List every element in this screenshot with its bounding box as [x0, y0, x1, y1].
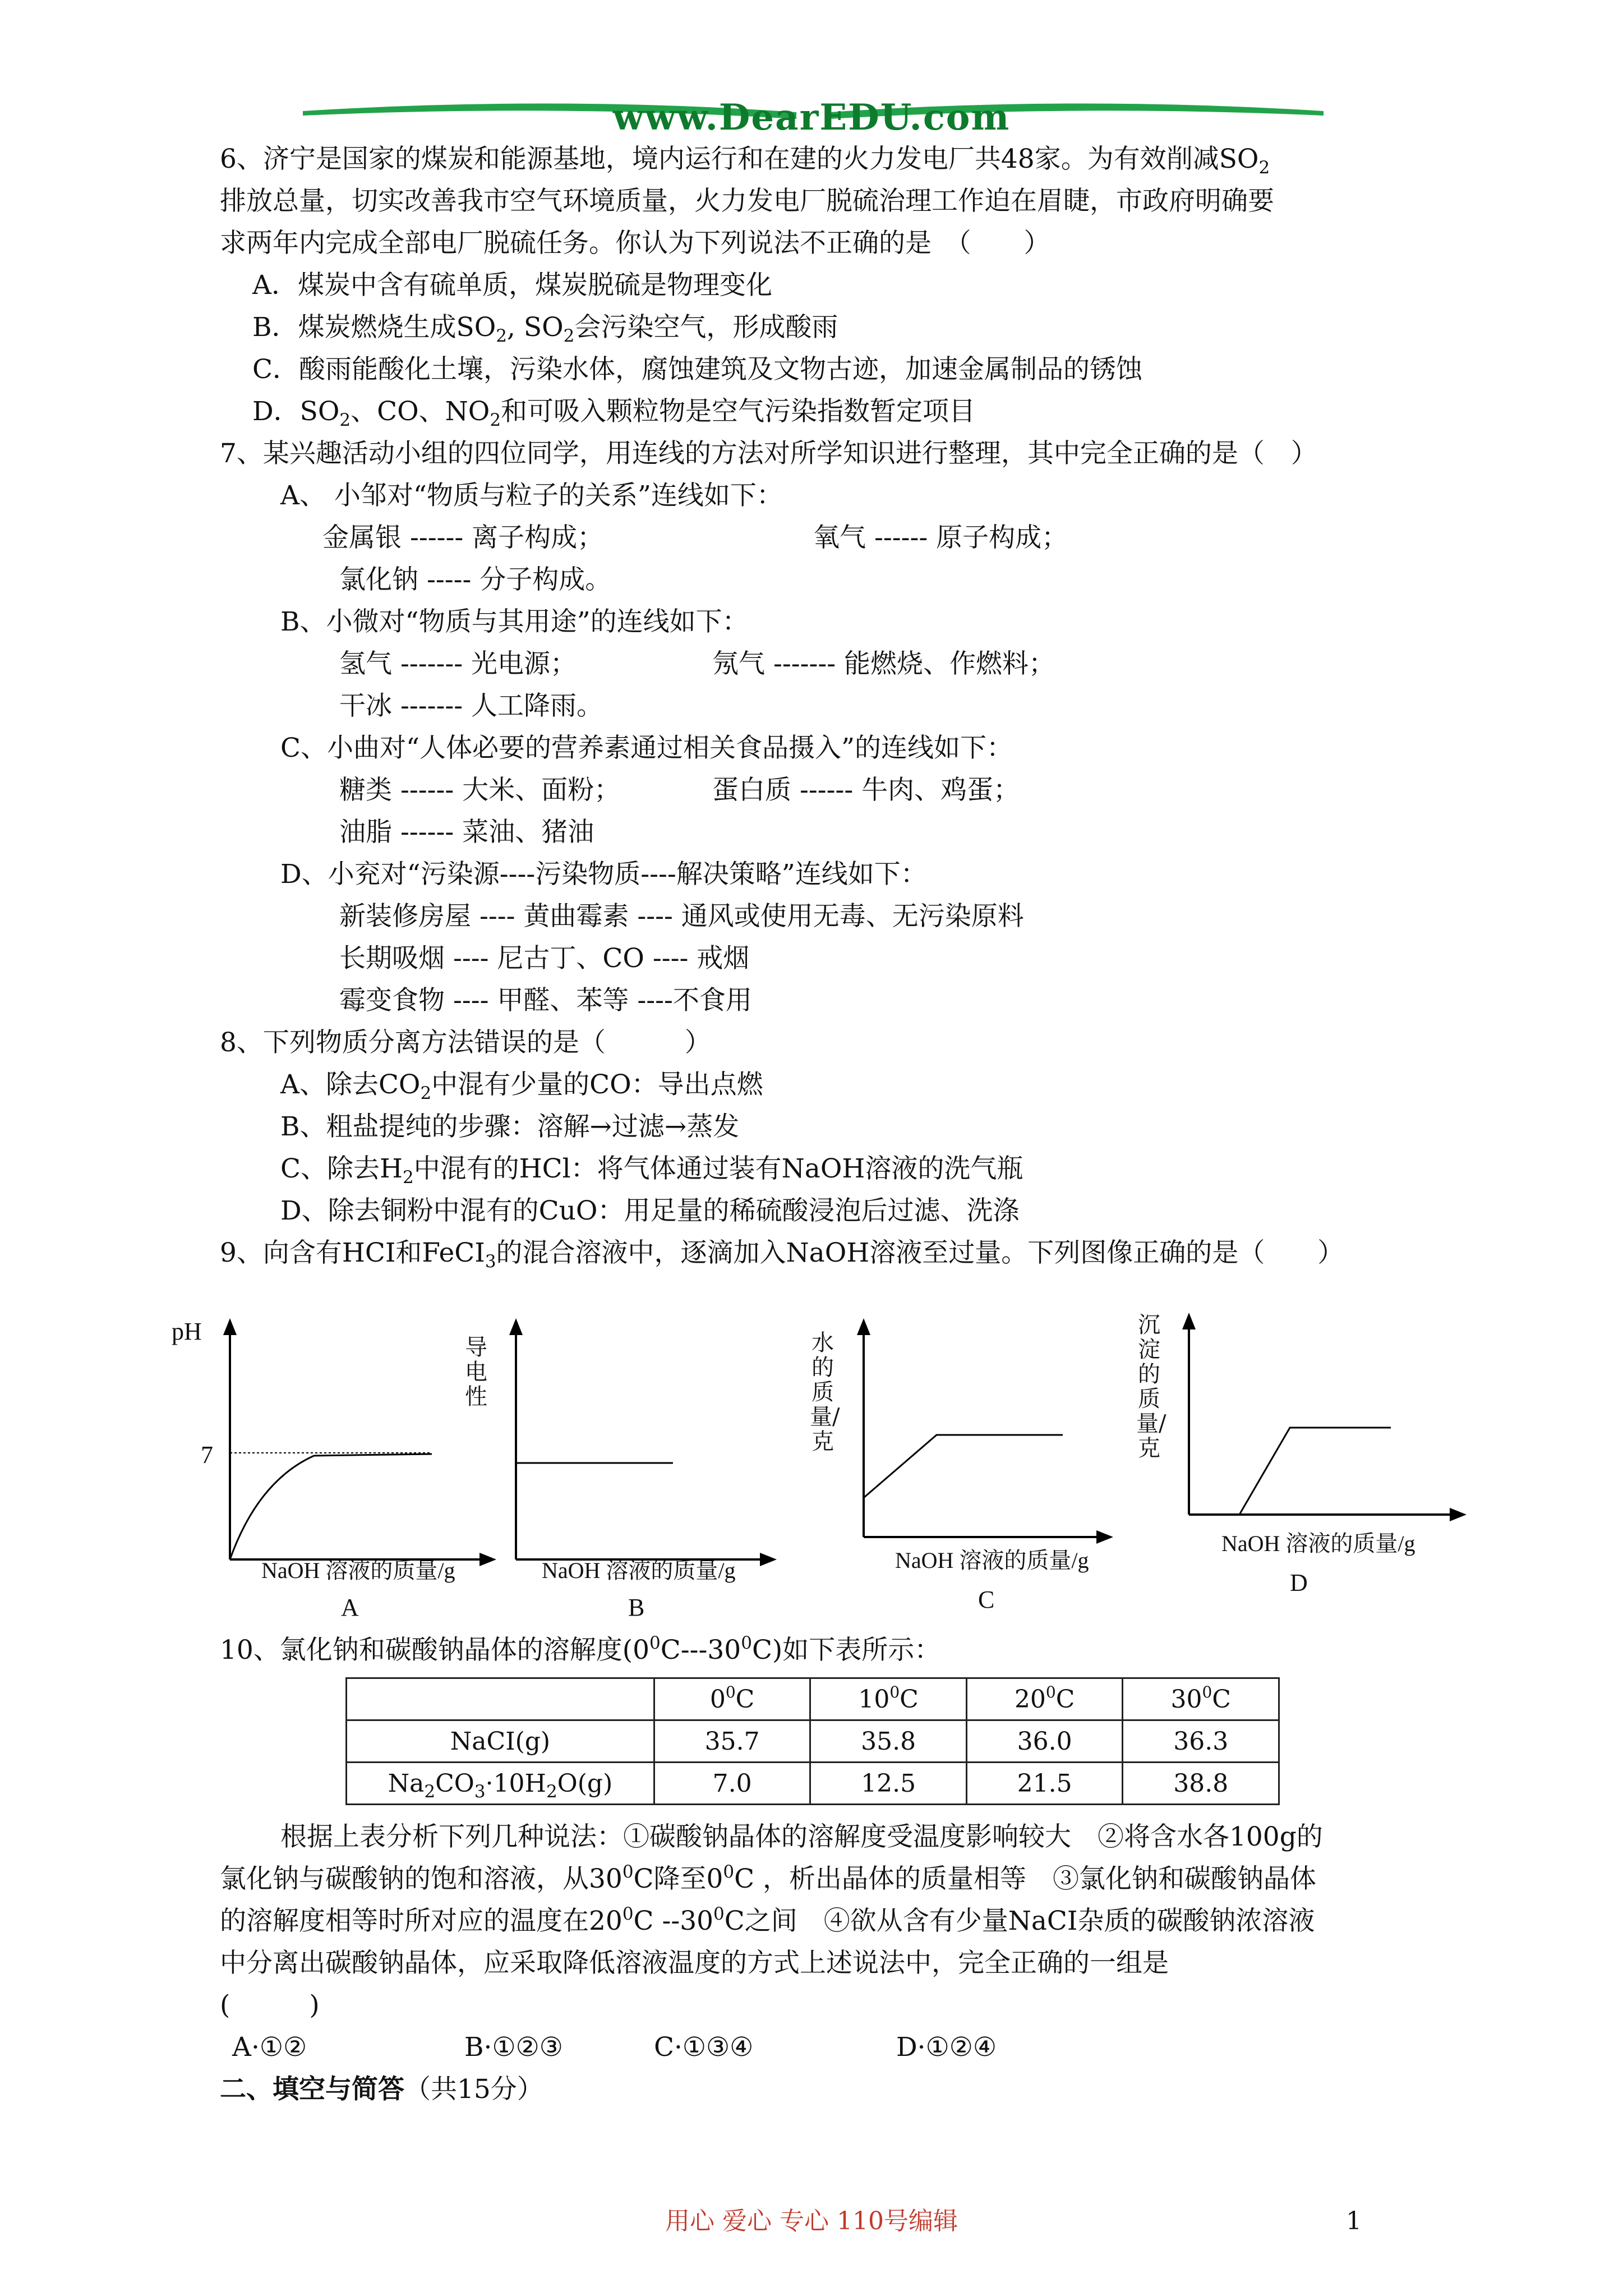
table-row	[347, 1763, 1279, 1805]
table-cell: 35.7	[654, 1720, 810, 1763]
q10-para-line1: 根据上表分析下列几种说法：①碳酸钠晶体的溶解度受温度影响较大 ②将含水各100g的	[280, 1821, 1323, 1852]
graph-a-xlabel: NaOH 溶液的质量/g	[261, 1558, 455, 1583]
q7-d-line2: 长期吸烟 ---- 尼古丁、CO ---- 戒烟	[339, 943, 750, 974]
q10-para-line5: ( )	[220, 1990, 320, 2021]
q6-line3: 求两年内完成全部电厂脱硫任务。你认为下列说法不正确的是 （ ）	[220, 228, 1050, 259]
q10-option-a: A·①②	[232, 2032, 307, 2063]
q6-option-c: C．酸雨能酸化土壤，污染水体，腐蚀建筑及文物古迹，加速金属制品的锈蚀	[252, 354, 1142, 385]
q10-option-b: B·①②③	[464, 2032, 563, 2063]
q6-option-b: B．煤炭燃烧生成$SO_2$, $SO_2$会污染空气，形成酸雨	[252, 312, 838, 346]
q7-d-line3: 霉变食物 ---- 甲醛、苯等 ----不食用	[339, 985, 752, 1016]
graph-d-ylabel: 沉淀的质量/克	[1136, 1312, 1166, 1461]
table-row-label: $Na_2CO_3\cdot 10H_2O(g)$	[347, 1763, 654, 1805]
table-corner	[347, 1678, 654, 1720]
footer-note: 用心 爱心 专心 110号编辑	[665, 2207, 958, 2235]
q7-c-line2: 油脂 ------ 菜油、猪油	[339, 817, 594, 848]
table-header-cell: $20^0C$	[966, 1678, 1123, 1720]
q7-c-line1a: 糖类 ------ 大米、面粉；	[339, 775, 621, 806]
table-header-cell: $0^0C$	[654, 1678, 810, 1720]
graph-d-xlabel: NaOH 溶液的质量/g	[1221, 1531, 1415, 1556]
q7-a-line1a: 金属银 ------ 离子构成；	[322, 522, 604, 553]
table-header-cell: $10^0C$	[810, 1678, 967, 1720]
q9-stem: 9、向含有HCI和FeCI$_3$的混合溶液中，逐滴加入NaOH溶液至过量。下列图像正确的是（ ）	[220, 1237, 1344, 1272]
q7-b-line2: 干冰 ------- 人工降雨。	[339, 691, 603, 721]
q8-option-d: D、除去铜粉中混有的CuO：用足量的稀硫酸浸泡后过滤、洗涤	[280, 1195, 1020, 1226]
q7-stem: 7、某兴趣活动小组的四位同学，用连线的方法对所学知识进行整理，其中完全正确的是（ ）	[220, 438, 1317, 469]
q10-para-line2: 氯化钠与碳酸钠的饱和溶液，从$30^0C$降至$0^0C$ ，析出晶体的质量相等 ③氯化钠和碳酸钠晶体	[220, 1862, 1317, 1894]
q10-stem: 10、氯化钠和碳酸钠晶体的溶解度$(0^0C---30^0C)$如下表所示：	[220, 1633, 941, 1665]
q7-d-head: D、小兖对“污染源----污染物质----解决策略”连线如下：	[280, 859, 927, 890]
q10-option-c: C·①③④	[654, 2032, 754, 2063]
q7-b-line1b: 氖气 ------- 能燃烧、作燃料；	[712, 648, 1055, 679]
q7-a-line2: 氯化钠 ----- 分子构成。	[339, 564, 612, 595]
q6-option-a: A．煤炭中含有硫单质，煤炭脱硫是物理变化	[252, 270, 772, 301]
table-cell: 7.0	[654, 1763, 810, 1805]
section-heading: 二、填空与简答（共15分）	[220, 2074, 543, 2105]
q6-line2: 排放总量，切实改善我市空气环境质量，火力发电厂脱硫治理工作迫在眉睫，市政府明确要	[220, 186, 1274, 217]
table-cell: 36.0	[966, 1720, 1123, 1763]
q10-para-line3: 的溶解度相等时所对应的温度在$20^0C$ $--30^0C$之间 ④欲从含有少量NaCI杂质的碳酸钠浓溶液	[220, 1904, 1315, 1936]
q7-d-line1: 新装修房屋 ---- 黄曲霉素 ---- 通风或使用无毒、无污染原料	[339, 901, 1024, 932]
table-header-row	[347, 1678, 1279, 1720]
q10-para-line4: 中分离出碳酸钠晶体，应采取降低溶液温度的方式上述说法中，完全正确的一组是	[220, 1948, 1169, 1978]
q8-option-a: A、除去$CO_2$中混有少量的CO：导出点燃	[280, 1069, 763, 1103]
table-cell: 38.8	[1123, 1763, 1279, 1805]
table-row	[347, 1720, 1279, 1763]
graph-a-ylabel: pH	[172, 1318, 202, 1345]
solubility-table	[345, 1677, 1280, 1805]
graph-c-letter: C	[978, 1586, 995, 1613]
q7-b-head: B、小微对“物质与其用途”的连线如下：	[280, 606, 749, 637]
q7-a-head: A、 小邹对“物质与粒子的关系”连线如下：	[280, 480, 783, 511]
table-cell: 35.8	[810, 1720, 967, 1763]
table-row-label: NaCI(g)	[347, 1720, 654, 1763]
table-cell: 12.5	[810, 1763, 967, 1805]
q7-a-line1b: 氧气 ------ 原子构成；	[813, 522, 1068, 553]
q8-stem: 8、下列物质分离方法错误的是（ ）	[220, 1027, 711, 1058]
table-cell: 36.3	[1123, 1720, 1279, 1763]
site-title[interactable]: www.DearEDU.com	[612, 96, 1011, 139]
graph-b-letter: B	[628, 1594, 645, 1621]
q7-b-line1a: 氢气 ------- 光电源；	[339, 648, 577, 679]
q6-option-d: D．$SO_2$、CO、$NO_2$和可吸入颗粒物是空气污染指数暂定项目	[252, 396, 976, 430]
q8-option-c: C、除去$H_2$中混有的HCl：将气体通过装有NaOH溶液的洗气瓶	[280, 1153, 1023, 1188]
graph-c-xlabel: NaOH 溶液的质量/g	[895, 1548, 1089, 1573]
graph-a-tick: 7	[201, 1441, 213, 1469]
graph-c-ylabel: 水的质量/克	[810, 1330, 840, 1455]
q7-c-line1b: 蛋白质 ------ 牛肉、鸡蛋；	[712, 775, 1020, 806]
graph-b-xlabel: NaOH 溶液的质量/g	[542, 1558, 736, 1583]
q7-c-head: C、小曲对“人体必要的营养素通过相关食品摄入”的连线如下：	[280, 733, 1013, 763]
page-number: 1	[1346, 2207, 1362, 2235]
q8-option-b: B、粗盐提纯的步骤：溶解→过滤→蒸发	[280, 1111, 740, 1142]
table-cell: 21.5	[966, 1763, 1123, 1805]
graph-b-ylabel: 导电性	[465, 1335, 487, 1410]
q6-line1: 6、济宁是国家的煤炭和能源基地，境内运行和在建的火力发电厂共48家。为有效削减$SO_2$	[220, 144, 1270, 178]
table-header-cell: $30^0C$	[1123, 1678, 1279, 1720]
graph-d-letter: D	[1290, 1569, 1308, 1596]
graph-a-letter: A	[341, 1594, 359, 1621]
q10-option-d: D·①②④	[896, 2032, 997, 2063]
